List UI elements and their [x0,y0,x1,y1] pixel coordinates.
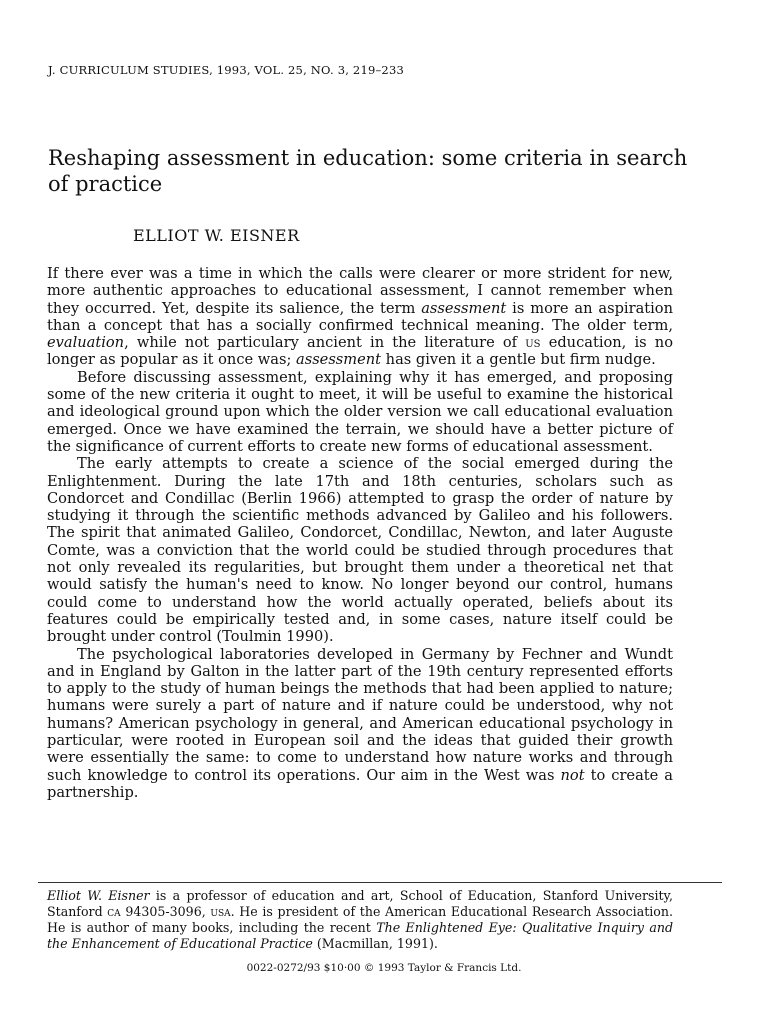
small-caps-run: us [525,334,541,352]
small-caps-run: ca [107,904,121,919]
article-author: ELLIOT W. EISNER [133,226,300,245]
text-run: The early attempts to create a science of the social emerged during the Enlightenment. During the late 17th and 18th centuries, scholars such as Condorcet and Condillac (Berlin 1966) attempted to grasp the order of nature by studying it through the scientific methods advanced by Galileo and his followers. The spirit that animated Galileo, Condorcet, Condillac, Newton, and later Auguste Comte, was a conviction that the world could be studied through procedures that not only revealed its regularities, but brought them under a theoretical net that would satisfy the human's need to know. No longer beyond our control, humans could come to understand how the world actually operated, beliefs about its features could be empirically tested and, in some cases, nature itself could be brought under control (Toulmin 1990). [47,455,673,646]
text-run: is a professor of education and art, School of Education, Stanford University, Stanford [47,888,673,919]
paragraph [47,265,673,369]
footnote-divider [38,882,722,883]
italic-run: not [560,766,585,784]
copyright-line: 0022-0272/93 $10·00 © 1993 Taylor & Francis Ltd. [246,962,522,974]
italic-run: Elliot W. Eisner [47,888,150,903]
small-caps-run: usa [210,904,231,919]
article-title: Reshaping assessment in education: some criteria in search of practice [48,146,688,196]
text-run: , while not particulary ancient in the literature of [124,334,526,352]
text-run: If there ever was a time in which the calls were clearer or more strident for new, more authentic approaches to educational assessment, I cannot remember when they occurred. Yet, despite its salience, the term [47,265,673,317]
text-run: . He is president of the American Educational Research Association. He is author of many books, including the recent [47,904,673,935]
italic-run: assessment [421,299,507,317]
paragraph [47,646,673,802]
text-run: education, is no longer as popular as it once was; [47,334,673,369]
paragraph [47,455,673,645]
text-run: to create a partnership. [47,766,673,801]
text-run: is more an aspiration than a concept that has a socially confirmed technical meaning. The older term, [47,299,673,334]
journal-citation: J. CURRICULUM STUDIES, 1993, VOL. 25, NO. 3, 219–233 [48,63,404,77]
paragraph [47,369,673,455]
text-run: Before discussing assessment, explaining why it has emerged, and proposing some of the new criteria it ought to meet, it will be useful to examine the historical and ideological ground upon which the older version we call educational evaluation emerged. Once we have examined the terrain, we should have a better picture of the significance of current efforts to create new forms of educational assessment. [47,368,673,455]
article-body [47,265,673,801]
italic-run: The Enlightened Eye: Qualitative Inquiry and the Enhancement of Educational Practice [47,920,674,951]
text-run: The psychological laboratories developed in Germany by Fechner and Wundt and in England by Galton in the latter part of the 19th century represented efforts to apply to the study of human beings the methods that had been applied to nature; humans were surely a part of nature and if nature could be understood, why not humans? American psychology in general, and American educational psychology in particular, were rooted in European soil and the ideas that guided their growth were essentially the same: to come to understand how nature works and through such knowledge to control its operations. Our aim in the West was [47,645,673,784]
text-run: has given it a gentle but firm nudge. [381,351,656,369]
text-run: (Macmillan, 1991). [312,936,438,951]
italic-run: evaluation [47,334,125,352]
italic-run: assessment [296,351,382,369]
author-footnote [47,888,673,952]
text-run: 94305-3096, [120,904,211,919]
